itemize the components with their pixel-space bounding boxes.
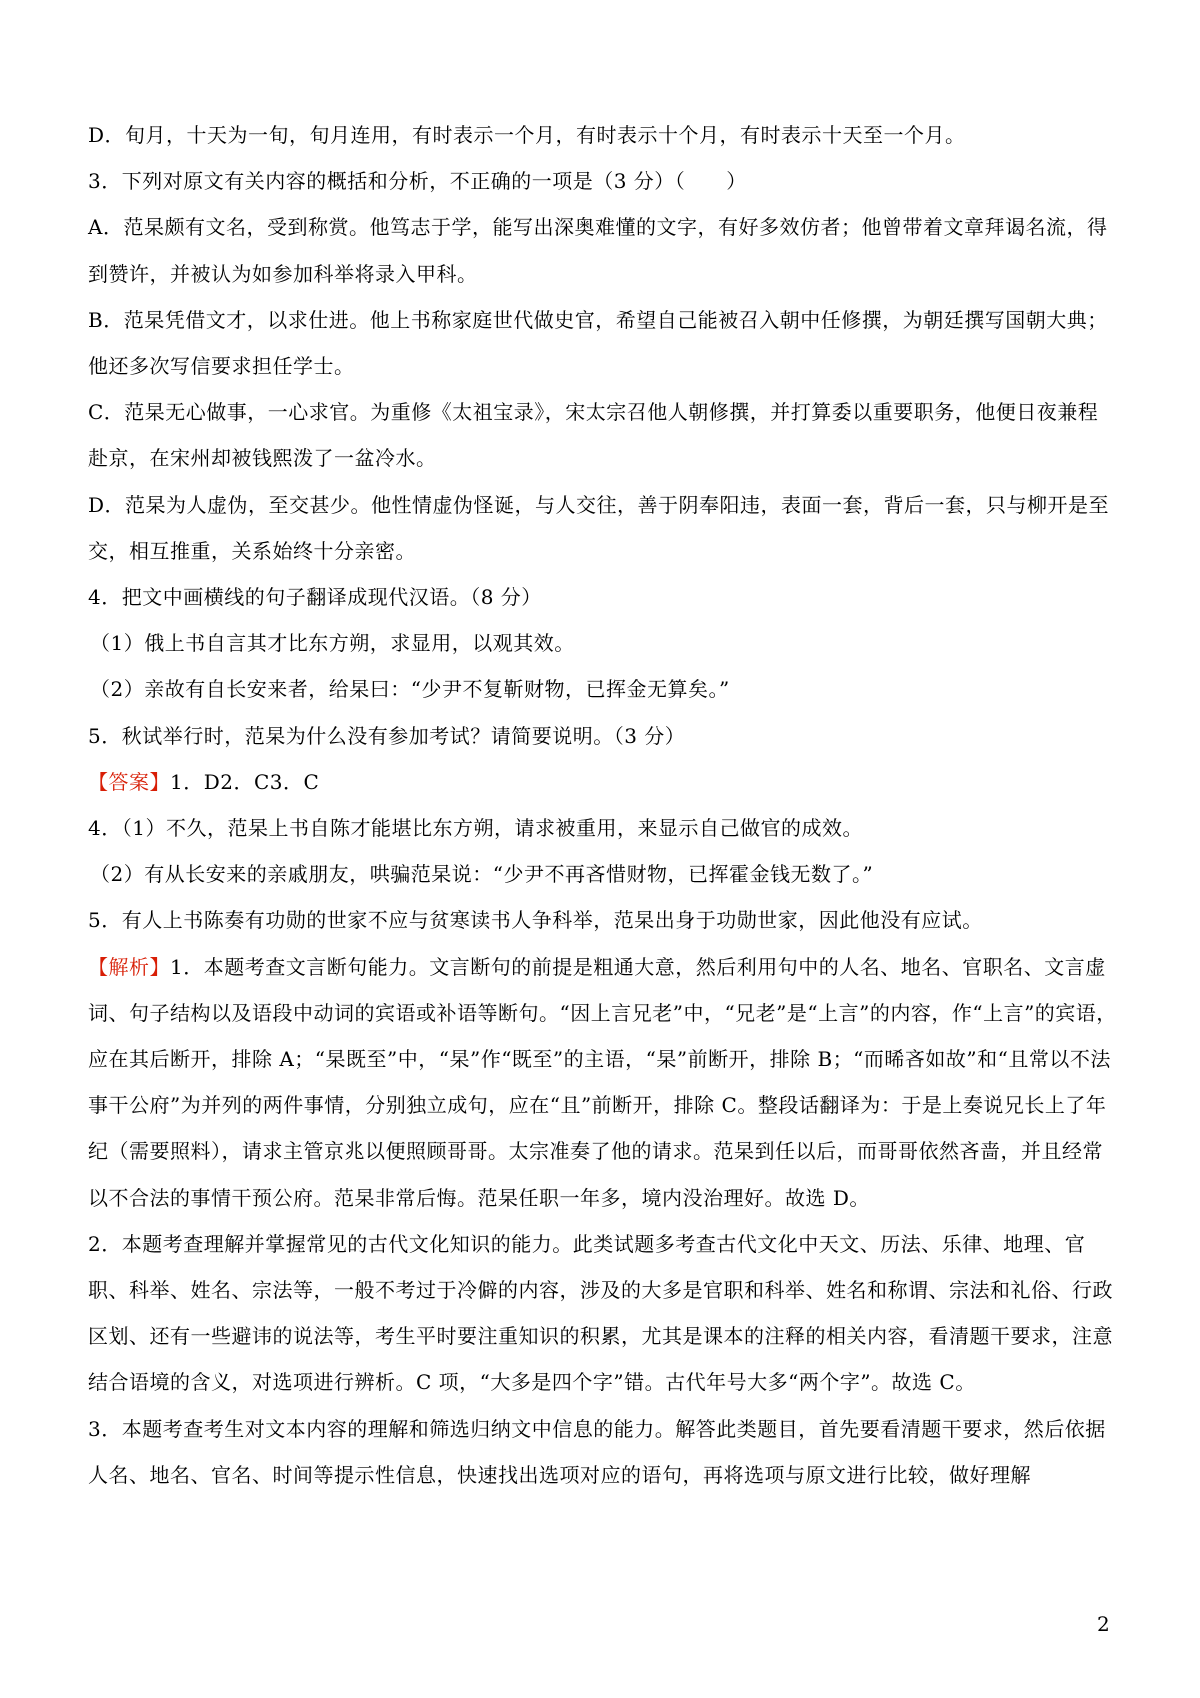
answer-text: 1．D2．C3．C — [170, 769, 320, 794]
answer-4-part-2: （2）有从长安来的亲戚朋友，哄骗范杲说：“少尹不再吝惜财物，已挥霍金钱无数了。” — [90, 862, 874, 887]
analysis-3: 3．本题考查考生对文本内容的理解和筛选归纳文中信息的能力。解答此类题目，首先要看清题干要求，然后依据人名、地名、官名、时间等提示性信息，快速找出选项对应的语句，再将选项与原文进行比较，做好理解 — [88, 1416, 1106, 1487]
option-b-q3: B．范杲凭借文才，以求仕进。他上书称家庭世代做史官，希望自己能被召入朝中任修撰，为朝廷撰写国朝大典；他还多次写信要求担任学士。 — [88, 307, 1108, 379]
question-3: 3．下列对原文有关内容的概括和分析，不正确的一项是（3 分）（ ） — [88, 169, 747, 194]
answer-4-part-1: 4．（1）不久，范杲上书自陈才能堪比东方朔，请求被重用，来显示自己做官的成效。 — [88, 816, 863, 841]
answer-line — [88, 759, 1118, 805]
analysis-tag: 【解析】 — [88, 954, 170, 979]
analysis-1 — [88, 944, 1118, 1221]
option-d-q2: D．旬月，十天为一旬，旬月连用，有时表示一个月，有时表示十个月，有时表示十天至一个月。 — [88, 123, 966, 147]
analysis-1-text: 1．本题考查文言断句能力。文言断句的前提是粗通大意，然后利用句中的人名、地名、官职名、文言虚词、句子结构以及语段中动词的宾语或补语等断句。“因上言兄老”中，“兄老”是“上言”的内容，作“上言”的宾语，应在其后断开，排除 A；“杲既至”中，“杲”作“既至”的主语，“杲”前断开，排除 B；“而晞吝如故”和“且常以不法事干公府”为并列的两件事情，分别独立成句，应在“且”前断开，排除 C。整段话翻译为：于是上奏说兄长上了年纪（需要照料），请求主管京兆以便照顾哥哥。太宗准奏了他的请求。范杲到任以后，而哥哥依然吝啬，并且经常以不合法的事情干预公府。范杲非常后悔。范杲任职一年多，境内没治理好。故选 D。 — [88, 954, 1117, 1210]
question-4-part-2: （2）亲故有自长安来者，给杲曰：“少尹不复靳财物，已挥金无算矣。” — [90, 677, 730, 702]
question-5: 5．秋试举行时，范杲为什么没有参加考试？请简要说明。（3 分） — [88, 723, 686, 748]
analysis-2: 2．本题考查理解并掌握常见的古代文化知识的能力。此类试题多考查古代文化中天文、历法、乐律、地理、官职、科举、姓名、宗法等，一般不考过于冷僻的内容，涉及的大多是官职和科举、姓名和称谓、宗法和礼俗、行政区划、还有一些避讳的说法等，考生平时要注重知识的积累，尤其是课本的注释的相关内容，看清题干要求，注意结合语境的含义，对选项进行辨析。C 项，“大多是四个字”错。古代年号大多“两个字”。故选 C。 — [88, 1231, 1113, 1395]
answer-tag: 【答案】 — [88, 769, 170, 794]
page-content — [88, 112, 1118, 1498]
question-4: 4．把文中画横线的句子翻译成现代汉语。（8 分） — [88, 585, 542, 610]
page-number: 2 — [1097, 1612, 1110, 1636]
answer-5: 5．有人上书陈奏有功勋的世家不应与贫寒读书人争科举，范杲出身于功勋世家，因此他没有应试。 — [88, 908, 983, 933]
option-a-q3: A．范杲颇有文名，受到称赏。他笃志于学，能写出深奥难懂的文字，有好多效仿者；他曾带着文章拜谒名流，得到赞许，并被认为如参加科举将录入甲科。 — [88, 215, 1108, 286]
question-4-part-1: （1）俄上书自言其才比东方朔，求显用，以观其效。 — [90, 631, 575, 656]
option-c-q3: C．范杲无心做事，一心求官。为重修《太祖宝录》，宋太宗召他人朝修撰，并打算委以重要职务，他便日夜兼程赴京，在宋州却被钱熙泼了一盆冷水。 — [88, 400, 1099, 471]
option-d-q3: D．范杲为人虚伪，至交甚少。他性情虚伪怪诞，与人交往，善于阴奉阳违，表面一套，背后一套，只与柳开是至交，相互推重，关系始终十分亲密。 — [88, 492, 1110, 563]
